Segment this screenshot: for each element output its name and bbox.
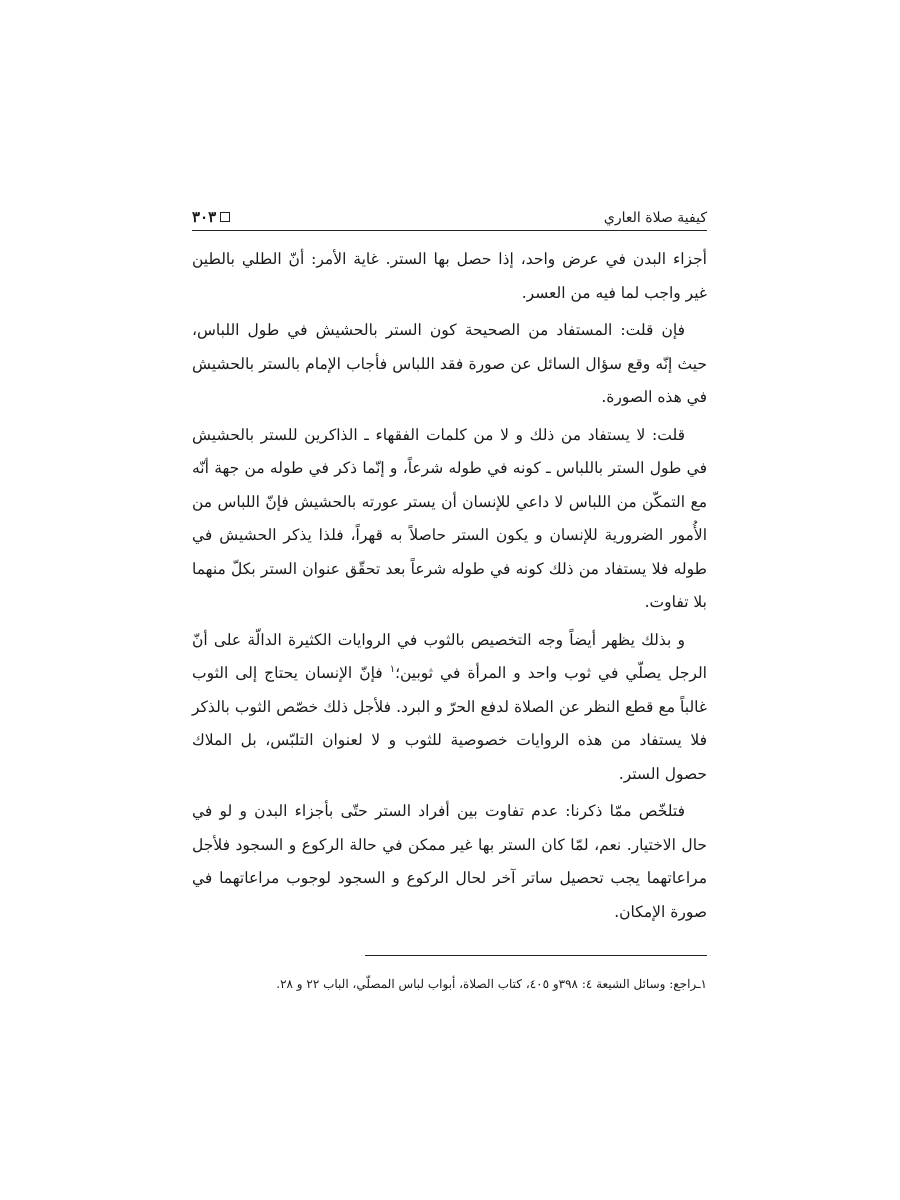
paragraph-1: أجزاء البدن في عرض واحد، إذا حصل بها الستر. غاية الأمر: أنّ الطلي بالطين غير واجب لما فيه من العسر.	[192, 250, 707, 302]
paragraph-5: فتلخّص ممّا ذكرنا: عدم تفاوت بين أفراد الستر حتّى بأجزاء البدن و لو في حال الاختيار. نعم، لمّا كان الستر بها غير ممكن في حالة الركوع و السجود فلأجل مراعاتهما يجب تحصيل ساتر آخر لحال الركوع و السجود لوجوب مراعاتهما في صورة الإمكان.	[192, 802, 707, 921]
paragraph-4	[192, 624, 707, 792]
running-title: كيفية صلاة العاري	[603, 210, 707, 226]
paragraph-2: فإن قلت: المستفاد من الصحيحة كون الستر بالحشيش في طول اللباس، حيث إنّه وقع سؤال السائل عن صورة فقد اللباس فأجاب الإمام بالستر بالحشيش في هذه الصورة.	[192, 321, 707, 406]
paragraph-4-part-1: و بذلك يظهر أيضاً وجه التخصيص بالثوب في الروايات الكثيرة الدالّة على أنّ الرجل يصلّي في ثوب واحد و المرأة في ثوبين؛	[192, 630, 707, 682]
book-page	[192, 190, 707, 994]
body-text	[192, 243, 707, 929]
footnote-reference[interactable]: ١	[389, 663, 396, 675]
page-number: ٣٠٣	[192, 208, 217, 226]
paragraph-3: قلت: لا يستفاد من ذلك و لا من كلمات الفقهاء ـ الذاكرين للستر بالحشيش في طول الستر باللباس ـ كونه في طوله شرعاً، و إنّما ذكر في طوله من جهة أنّه مع التمكّن من اللباس لا داعي للإنسان أن يستر عورته بالحشيش فإنّ اللباس من الأُمور الضرورية للإنسان و يكون الستر حاصلاً به قهراً، فلذا يذكر الحشيش في طوله فلا يستفاد من ذلك كونه في طوله شرعاً بعد تحقّق عنوان الستر بكلّ منهما بلا تفاوت.	[192, 425, 707, 611]
square-ornament-icon	[220, 212, 230, 222]
footnote: ١ـراجع: وسائل الشيعة ٤: ٣٩٨و ٤٠٥، كتاب الصلاة، أبواب لباس المصلّي، الباب ٢٢ و ٢٨.	[276, 977, 707, 991]
footnote-divider	[365, 955, 707, 956]
running-header	[192, 190, 707, 231]
page-number-group	[192, 208, 230, 226]
paragraph-4-part-2: فإنّ الإنسان يحتاج إلى الثوب غالباً مع قطع النظر عن الصلاة لدفع الحرّ و البرد. فلأجل ذلك خصّص الثوب بالذكر فلا يستفاد من هذه الروايات خصوصية للثوب و لا لعنوان التلبّس، بل الملاك حصول الستر.	[192, 664, 707, 783]
